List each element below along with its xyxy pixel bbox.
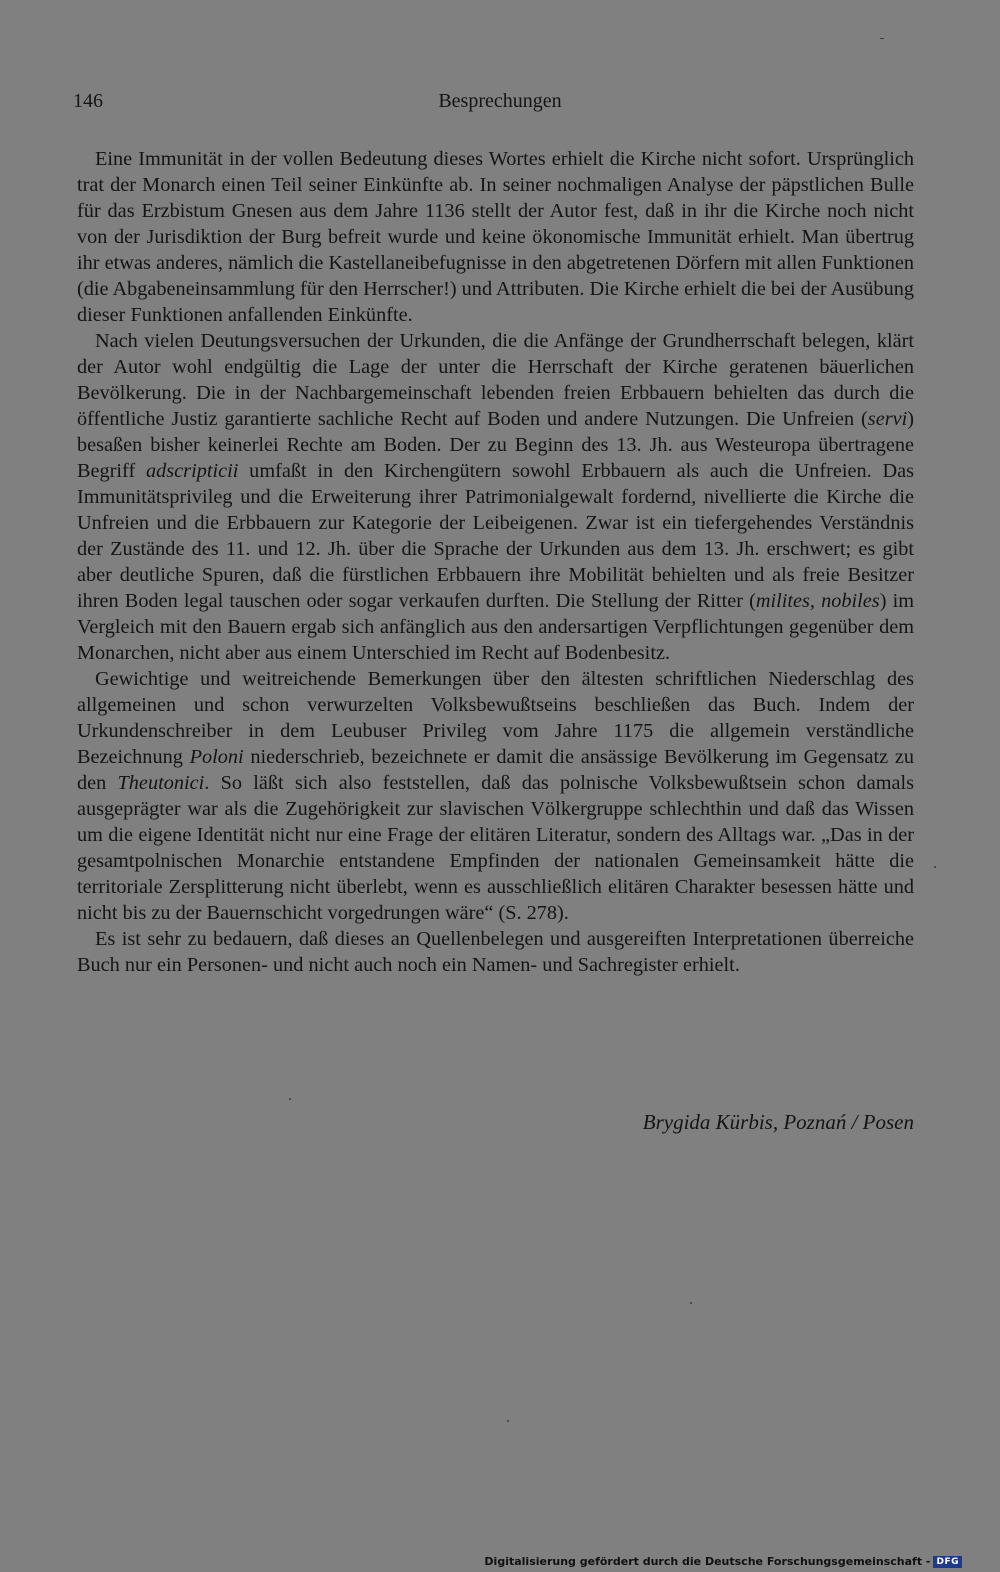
dfg-logo: DFG [933,1556,962,1568]
review-body [77,146,914,978]
paragraph-peasantry: Nach vielen Deutungsversuchen der Urkunden, die die Anfänge der Grundherrschaft belegen, klärt der Autor wohl endgültig die Lage der unter die Herrschaft der Kirche geratenen bäuerlichen Bevölkerung. Die in der Nachbargemeinschaft lebenden freien Erbbauern behielten das durch die öffentliche Justiz garantierte sachliche Recht auf Boden und andere Nutzungen. Die Unfreien (servi) besaßen bisher keinerlei Rechte am Boden. Der zu Beginn des 13. Jh. aus Westeuropa übertragene Begriff adscripticii umfaßt in den Kirchengütern sowohl Erbbauern als auch die Unfreien. Das Immunitätsprivileg und die Erweiterung ihrer Patrimonialgewalt fordernd, nivellierte die Kirche die Unfreien und die Erbbauern zur Kategorie der Leibeigenen. Zwar ist ein tiefergehendes Verständnis der Zustände des 11. und 12. Jh. über die Sprache der Urkunden aus dem 13. Jh. erschwert; es gibt aber deutliche Spuren, daß die fürstlichen Erbbauern ihre Mobilität behielten und als freie Besitzer ihren Boden legal tauschen oder sogar verkaufen durften. Die Stellung der Ritter (milites, nobiles) im Vergleich mit den Bauern ergab sich anfänglich aus den andersartigen Verpflichtungen gegenüber dem Monarchen, nicht aber aus einem Unterschied im Recht auf Bodenbesitz. [77,330,914,664]
paragraph-immunity: Eine Immunität in der vollen Bedeutung dieses Wortes erhielt die Kirche nicht sofort. Ursprünglich trat der Monarch einen Teil seiner Einkünfte ab. In seiner nochmaligen Analyse der päpstlichen Bulle für das Erzbistum Gnesen aus dem Jahre 1136 stellt der Autor fest, daß in ihr die Kirche noch nicht von der Jurisdiktion der Burg befreit wurde und keine ökonomische Immunität erhielt. Man übertrug ihr etwas anderes, nämlich die Kastellaneibefugnisse in den abgetretenen Dörfern mit allen Funktionen (die Abgabeneinsammlung für den Herrscher!) und Attributen. Die Kirche erhielt die bei der Ausübung dieser Funktionen anfallenden Einkünfte. [77,148,914,326]
scan-speck-1 [880,38,884,39]
running-head: Besprechungen [438,90,562,112]
paragraph-index-remark: Es ist sehr zu bedauern, daß dieses an Quellenbelegen und ausgereiften Interpretationen überreiche Buch nur ein Personen- und nicht auch noch ein Namen- und Sachregister erhielt. [77,928,914,976]
paragraph-national-consciousness: Gewichtige und weitreichende Bemerkungen über den ältesten schriftlichen Niederschlag des allgemeinen und schon verwurzelten Volksbewußtseins beschließen das Buch. Indem der Urkundenschreiber in dem Leubuser Privileg vom Jahre 1175 die allgemein verständliche Bezeichnung Poloni niederschrieb, bezeichnete er damit die ansässige Bevölkerung im Gegensatz zu den Theutonici. So läßt sich also feststellen, daß das polnische Volksbewußtsein schon damals ausgeprägter war als die Zugehörigkeit zur slavischen Völkergruppe schlechthin und daß das Wissen um die eigene Identität nicht nur eine Frage der elitären Literatur, sondern des Alltags war. „Das in der gesamtpolnischen Monarchie entstandene Empfinden der nationalen Gemeinsamkeit hätte die territoriale Zersplitterung nicht überlebt, wenn es ausschließlich elitären Charakter besessen hätte und nicht bis zu der Bauernschicht vorgedrungen wäre“ (S. 278). [77,668,914,924]
digitization-footer [484,1555,962,1568]
scan-speck-3 [289,1098,291,1100]
footer-note-text: Digitalisierung gefördert durch die Deutsche Forschungsgemeinschaft - [484,1555,931,1568]
reviewer-signature: Brygida Kürbis, Poznań / Posen [642,1110,914,1134]
scan-speck-2 [934,866,936,868]
scan-speck-5 [507,1420,509,1422]
scan-speck-4 [690,1302,692,1304]
page-number: 146 [73,90,103,112]
